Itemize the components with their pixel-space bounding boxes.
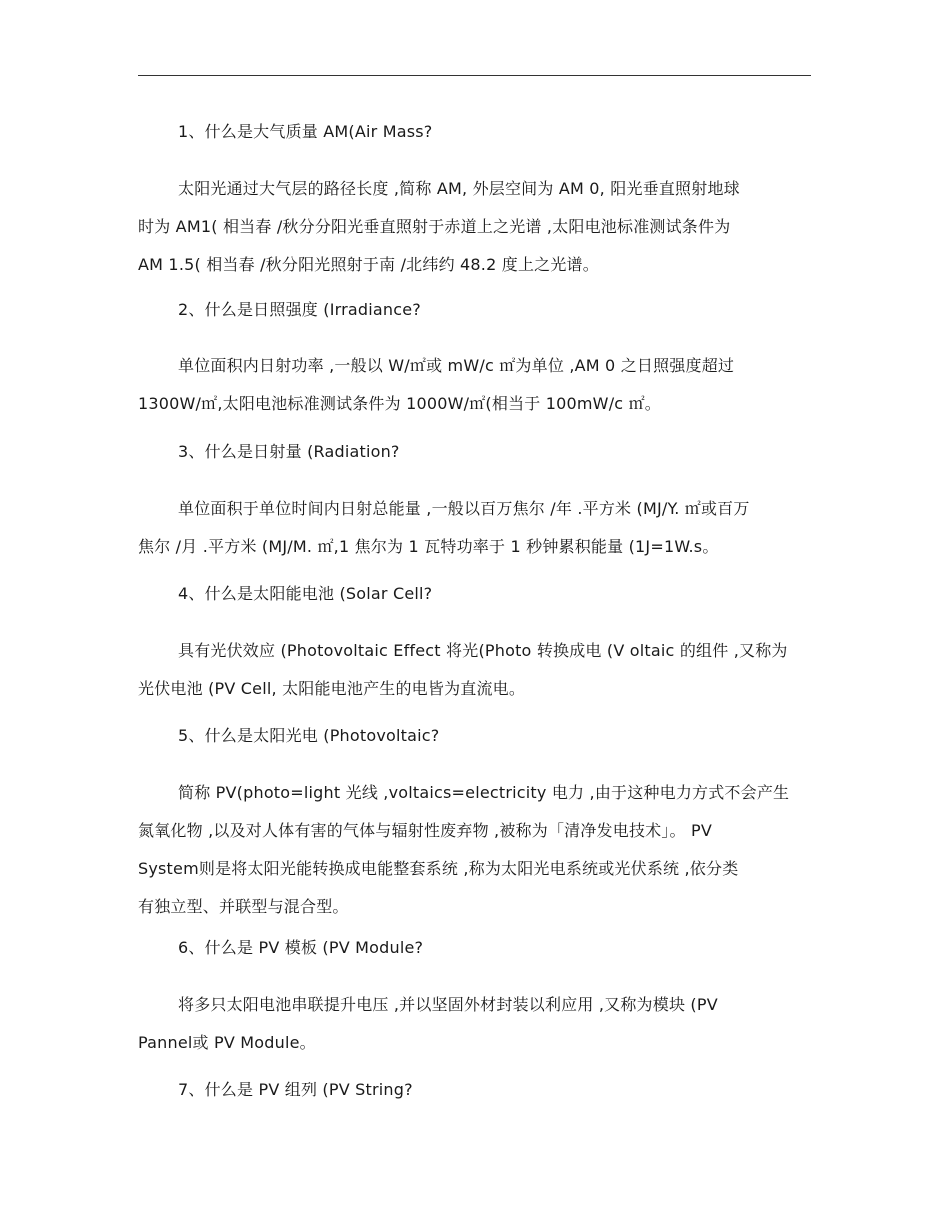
answer-5-line-4: 有独立型、并联型与混合型。 (138, 897, 349, 916)
answer-6-line-1: 将多只太阳电池串联提升电压 ,并以坚固外材封装以利应用 ,又称为模块 (PV (178, 995, 718, 1014)
answer-1-line-2: 时为 AM1( 相当春 /秋分分阳光垂直照射于赤道上之光谱 ,太阳电池标准测试条件为 (138, 217, 731, 236)
answer-4-line-2: 光伏电池 (PV Cell, 太阳能电池产生的电皆为直流电。 (138, 679, 526, 698)
answer-1 (138, 170, 811, 284)
answer-1-line-1: 太阳光通过大气层的路径长度 ,简称 AM, 外层空间为 AM 0, 阳光垂直照射地球 (178, 179, 740, 198)
question-6-title: 6、什么是 PV 模板 (PV Module? (178, 938, 424, 957)
answer-2 (138, 347, 811, 423)
answer-6 (138, 986, 811, 1062)
answer-3 (138, 490, 811, 566)
answer-3-line-2: 焦尔 /月 .平方米 (MJ/M. ㎡,1 焦尔为 1 瓦特功率于 1 秒钟累积能量 (1J=1W.s。 (138, 537, 719, 556)
answer-3-line-1: 单位面积于单位时间内日射总能量 ,一般以百万焦尔 /年 .平方米 (MJ/Y. ㎡或百万 (178, 499, 750, 518)
question-2-title: 2、什么是日照强度 (Irradiance? (178, 300, 421, 319)
question-5-title: 5、什么是太阳光电 (Photovoltaic? (178, 726, 440, 745)
answer-4-line-1: 具有光伏效应 (Photovoltaic Effect 将光(Photo 转换成电 (V oltaic 的组件 ,又称为 (178, 641, 788, 660)
question-1-title: 1、什么是大气质量 AM(Air Mass? (178, 122, 433, 141)
answer-6-line-2: Pannel或 PV Module。 (138, 1033, 316, 1052)
answer-2-line-2: 1300W/㎡,太阳电池标准测试条件为 1000W/㎡(相当于 100mW/c ㎡。 (138, 394, 661, 413)
answer-1-line-3: AM 1.5( 相当春 /秋分阳光照射于南 /北纬约 48.2 度上之光谱。 (138, 255, 599, 274)
question-4-title: 4、什么是太阳能电池 (Solar Cell? (178, 584, 433, 603)
answer-5 (138, 774, 811, 926)
question-3-title: 3、什么是日射量 (Radiation? (178, 442, 400, 461)
answer-5-line-2: 氮氧化物 ,以及对人体有害的气体与辐射性废弃物 ,被称为「清净发电技术」。 PV (138, 821, 713, 840)
answer-4 (138, 632, 811, 708)
question-7-title: 7、什么是 PV 组列 (PV String? (178, 1080, 413, 1099)
answer-2-line-1: 单位面积内日射功率 ,一般以 W/㎡或 mW/c ㎡为单位 ,AM 0 之日照强度超过 (178, 356, 735, 375)
answer-5-line-3: System则是将太阳光能转换成电能整套系统 ,称为太阳光电系统或光伏系统 ,依分类 (138, 859, 739, 878)
header-rule (138, 75, 811, 76)
answer-5-line-1: 简称 PV(photo=light 光线 ,voltaics=electricity 电力 ,由于这种电力方式不会产生 (178, 783, 790, 802)
